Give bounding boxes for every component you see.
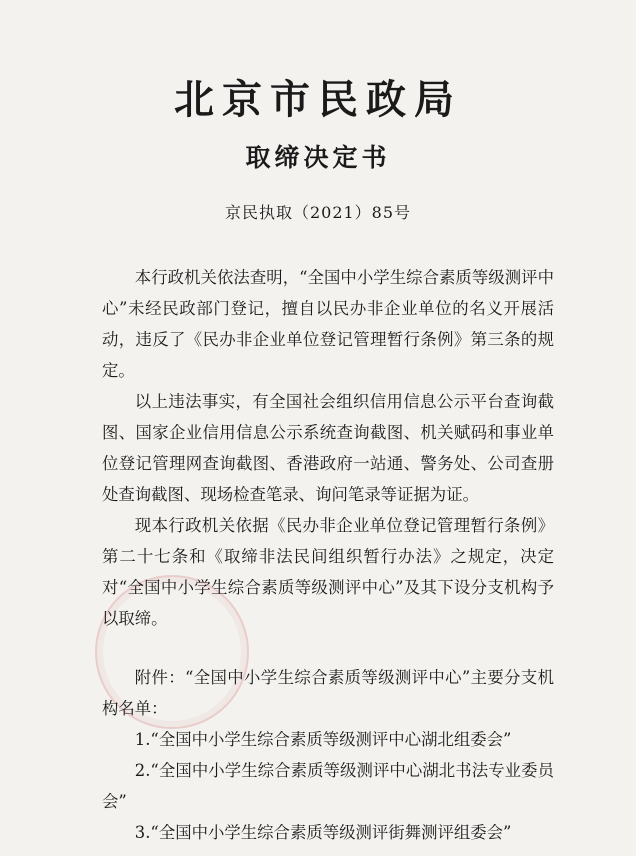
paragraph-evidence: 以上违法事实，有全国社会组织信用信息公示平台查询截图、国家企业信用信息公示系统查询截图、机关赋码和事业单位登记管理网查询截图、香港政府一站通、警务处、公司查册处查询截图、现场检查笔录、询问笔录等证据为证。 <box>102 392 554 504</box>
attachment-item: 1.“全国中小学生综合素质等级测评中心湖北组委会” <box>134 730 512 749</box>
paragraph-findings: 本行政机关依法查明，“全国中小学生综合素质等级测评中心”未经民政部门登记，擅自以民办非企业单位的名义开展活动，违反了《民办非企业单位登记管理暂行条例》第三条的规定。 <box>102 268 554 380</box>
attachment-item: 2.“全国中小学生综合素质等级测评中心湖北书法专业委员会” <box>102 761 554 811</box>
attachment-section <box>102 662 554 848</box>
document-body <box>102 262 554 848</box>
paragraph-decision: 现本行政机关依据《民办非企业单位登记管理暂行条例》第二十七条和《取缔非法民间组织暂行办法》之规定，决定对“全国中小学生综合素质等级测评中心”及其下设分支机构予以取缔。 <box>102 516 554 628</box>
document-number: 京民执取（2021）85号 <box>224 203 412 222</box>
attachment-intro: 附件：“全国中小学生综合素质等级测评中心”主要分支机构名单： <box>102 668 554 718</box>
attachment-item: 3.“全国中小学生综合素质等级测评街舞测评组委会” <box>134 823 512 842</box>
agency-name: 北京市民政局 <box>174 76 462 123</box>
document-title: 取缔决定书 <box>245 143 391 172</box>
